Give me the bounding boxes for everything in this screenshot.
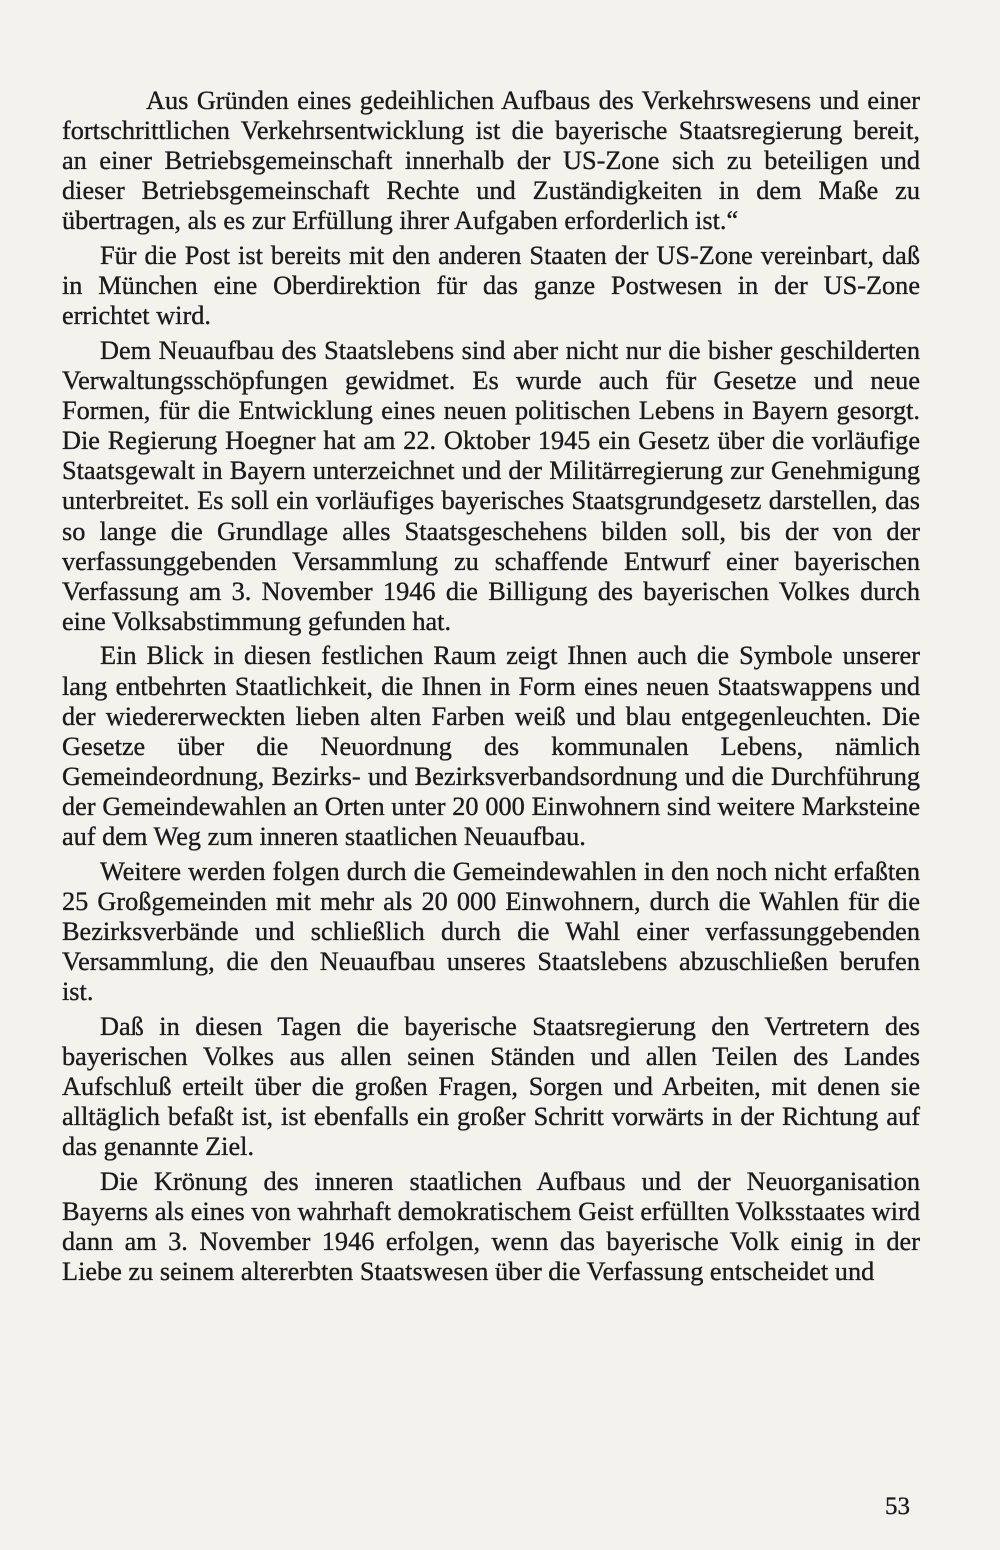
paragraph: Weitere werden folgen durch die Gemeindewahlen in den noch nicht erfaßten 25 Großgemeinden mit mehr als 20 000 Einwohnern, durch die Wahlen für die Bezirksverbände und schließlich durch die Wahl einer verfassunggebenden Versammlung, die den Neuaufbau unseres Staatslebens abzuschließen berufen ist. <box>62 856 920 1007</box>
page-number: 53 <box>885 1493 910 1520</box>
paragraph: Daß in diesen Tagen die bayerische Staatsregierung den Vertretern des bayerischen Volkes aus allen seinen Ständen und allen Teilen des Landes Aufschluß erteilt über die großen Fragen, Sorgen und Arbeiten, mit denen sie alltäglich befaßt ist, ist ebenfalls ein großer Schritt vorwärts in der Richtung auf das genannte Ziel. <box>62 1011 920 1162</box>
body-text <box>62 86 920 1292</box>
paragraph: Aus Gründen eines gedeihlichen Aufbaus des Verkehrswesens und einer fortschrittlichen Verkehrsentwicklung ist die bayerische Staatsregierung bereit, an einer Betriebsgemeinschaft innerhalb der US-Zone sich zu beteiligen und dieser Betriebsgemeinschaft Rechte und Zuständigkeiten in dem Maße zu übertragen, als es zur Erfüllung ihrer Aufgaben erforderlich ist.“ <box>62 86 920 236</box>
paragraph: Für die Post ist bereits mit den anderen Staaten der US-Zone vereinbart, daß in München eine Oberdirektion für das ganze Postwesen in der US-Zone errichtet wird. <box>62 241 920 331</box>
paragraph: Dem Neuaufbau des Staatslebens sind aber nicht nur die bisher geschilderten Verwaltungsschöpfungen gewidmet. Es wurde auch für Gesetze und neue Formen, für die Entwicklung eines neuen politischen Lebens in Bayern gesorgt. Die Regierung Hoegner hat am 22. Oktober 1945 ein Gesetz über die vorläufige Staatsgewalt in Bayern unterzeichnet und der Militärregierung zur Genehmigung unterbreitet. Es soll ein vorläufiges bayerisches Staatsgrundgesetz darstellen, das so lange die Grundlage alles Staatsgeschehens bilden soll, bis der von der verfassunggebenden Versammlung zu schaffende Entwurf einer bayerischen Verfassung am 3. November 1946 die Billigung des bayerischen Volkes durch eine Volksabstimmung gefunden hat. <box>62 335 920 636</box>
paragraph: Die Krönung des inneren staatlichen Aufbaus und der Neuorganisation Bayerns als eines von wahrhaft demokratischem Geist erfüllten Volksstaates wird dann am 3. November 1946 erfolgen, wenn das bayerische Volk einig in der Liebe zu seinem altererbten Staatswesen über die Verfassung entscheidet und <box>62 1166 920 1287</box>
paragraph: Ein Blick in diesen festlichen Raum zeigt Ihnen auch die Symbole unserer lang entbehrten Staatlichkeit, die Ihnen in Form eines neuen Staatswappens und der wiedererweckten lieben alten Farben weiß und blau entgegenleuchten. Die Gesetze über die Neuordnung des kommunalen Lebens, nämlich Gemeindeordnung, Bezirks- und Bezirksverbandsordnung und die Durchführung der Gemeindewahlen an Orten unter 20 000 Einwohnern sind weitere Marksteine auf dem Weg zum inneren staatlichen Neuaufbau. <box>62 641 920 852</box>
